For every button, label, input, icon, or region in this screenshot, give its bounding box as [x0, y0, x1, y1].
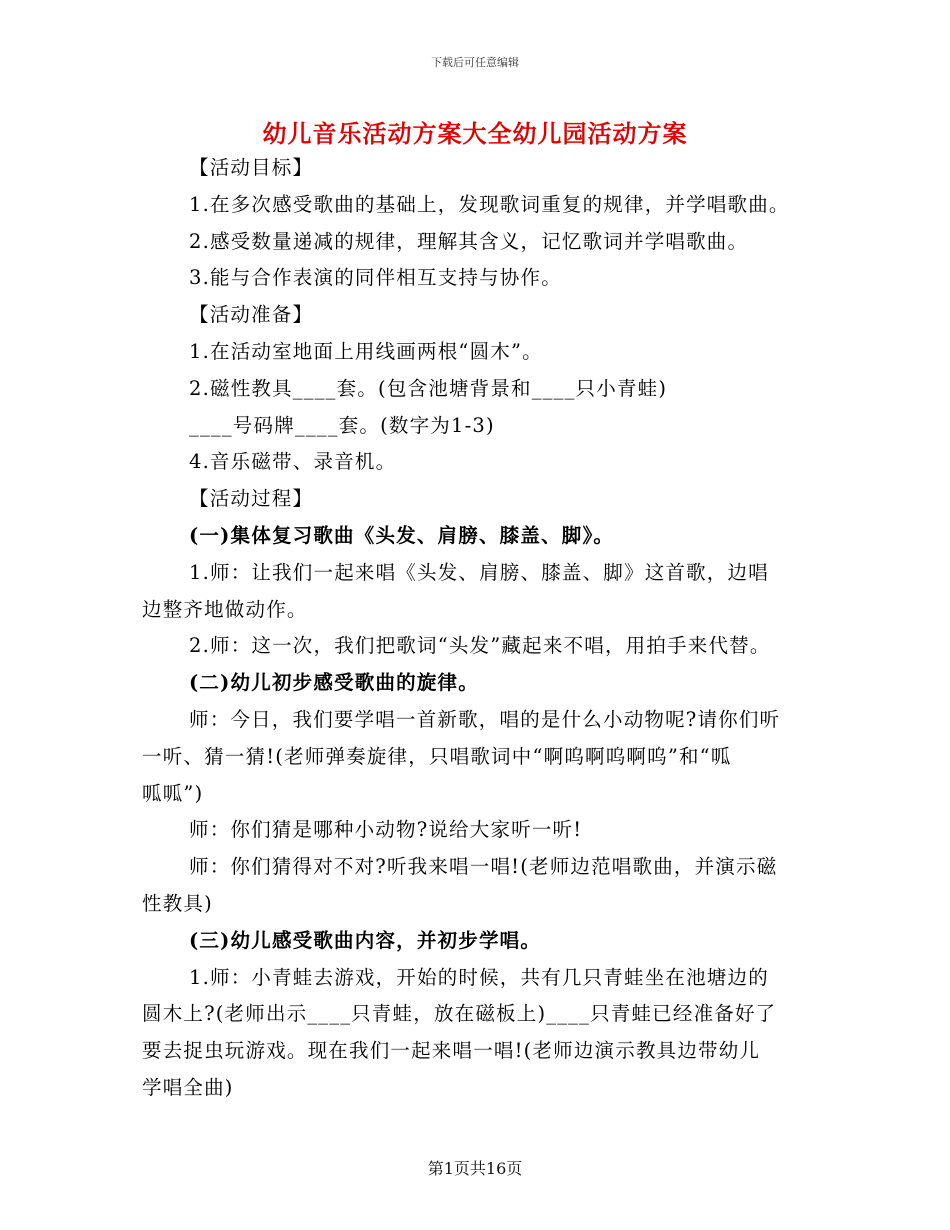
paragraph-line: 师：今日，我们要学唱一首新歌，唱的是什么小动物呢?请你们听	[189, 707, 781, 731]
paragraph: ____号码牌____套。(数字为1-3)	[189, 413, 495, 437]
paragraph: 2.师：这一次，我们把歌词“头发”藏起来不唱，用拍手来代替。	[189, 634, 771, 658]
page-header-note: 下载后可任意编辑	[431, 56, 519, 69]
subheading-part-2: (二)幼儿初步感受歌曲的旋律。	[189, 671, 479, 695]
paragraph: 师：你们猜是哪种小动物?说给大家听一听!	[189, 818, 583, 842]
section-heading-goals: 【活动目标】	[189, 156, 314, 179]
paragraph: 1.在活动室地面上用线画两根“圆木”。	[189, 339, 543, 363]
paragraph-line: 1.师：让我们一起来唱《头发、肩膀、膝盖、脚》这首歌，边唱	[189, 560, 769, 584]
paragraph-line: 1.师：小青蛙去游戏，开始的时候，共有几只青蛙坐在池塘边的	[189, 965, 769, 989]
paragraph-line: 呱呱”)	[142, 781, 204, 805]
paragraph-line: 要去捉虫玩游戏。现在我们一起来唱一唱!(老师边演示教具边带幼儿	[142, 1039, 761, 1063]
section-heading-preparation: 【活动准备】	[189, 303, 314, 327]
paragraph: 3.能与合作表演的同伴相互支持与协作。	[189, 266, 562, 290]
document-body	[142, 150, 812, 1107]
subheading-part-3: (三)幼儿感受歌曲内容，并初步学唱。	[189, 928, 542, 952]
paragraph: 2.感受数量递减的规律，理解其含义，记忆歌词并学唱歌曲。	[189, 229, 749, 253]
page-number-footer: 第1页共16页	[427, 1159, 523, 1178]
paragraph-line: 边整齐地做动作。	[142, 597, 308, 621]
paragraph-line: 性教具)	[142, 891, 213, 915]
paragraph-line: 学唱全曲)	[142, 1075, 234, 1099]
paragraph-line: 师：你们猜得对不对?听我来唱一唱!(老师边范唱歌曲，并演示磁	[189, 855, 778, 879]
section-heading-process: 【活动过程】	[189, 487, 314, 511]
paragraph-line: 圆木上?(老师出示____只青蛙，放在磁板上)____只青蛙已经准备好了	[142, 1002, 777, 1026]
document-title: 幼儿音乐活动方案大全幼儿园活动方案	[262, 119, 688, 148]
paragraph: 2.磁性教具____套。(包含池塘背景和____只小青蛙)	[189, 376, 668, 400]
subheading-part-1: (一)集体复习歌曲《头发、肩膀、膝盖、脚》。	[189, 523, 615, 547]
paragraph-line: 一听、猜一猜!(老师弹奏旋律，只唱歌词中“啊呜啊呜啊呜”和“呱	[142, 744, 732, 768]
paragraph: 4.音乐磁带、录音机。	[189, 450, 397, 474]
paragraph: 1.在多次感受歌曲的基础上，发现歌词重复的规律，并学唱歌曲。	[189, 192, 790, 216]
